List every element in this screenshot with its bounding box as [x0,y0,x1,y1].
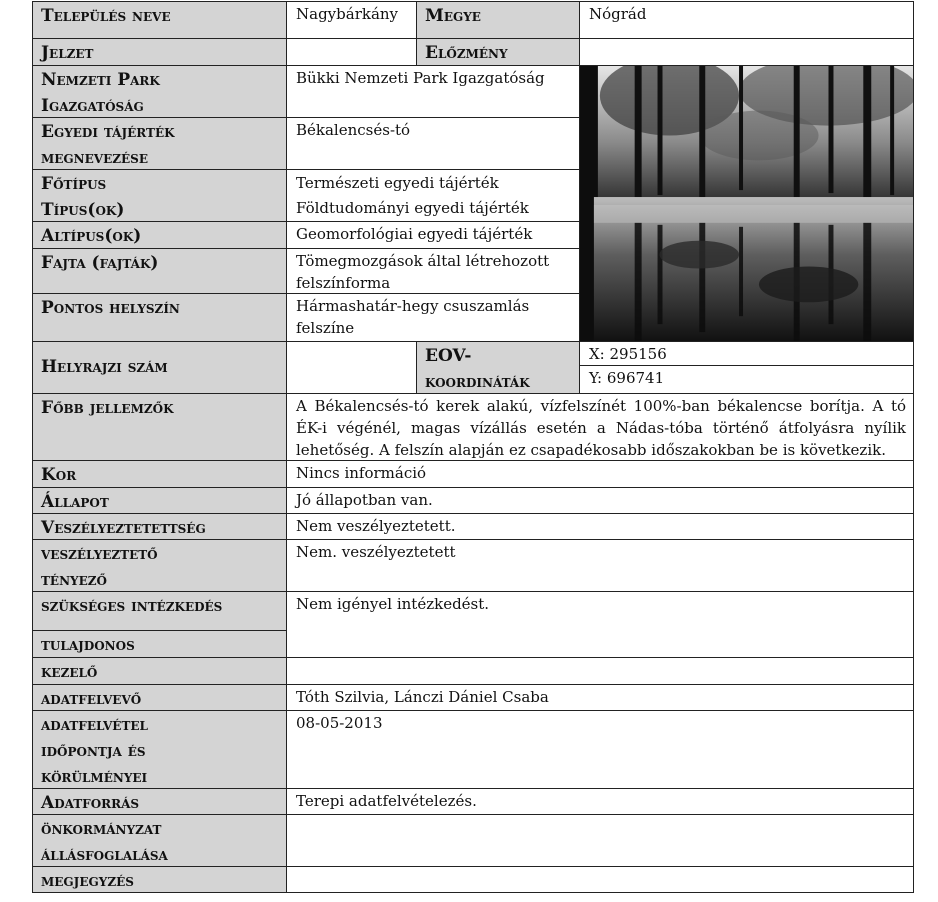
eov-x: X: 295156 [589,345,667,363]
egyedi-nev-label: Egyedi tájérték megnevezése [32,117,287,170]
pond-photo-image [580,66,913,341]
adatforras-value: Terepi adatfelvételezés. [286,788,914,815]
altipus-label: Altípus(ok) [32,221,287,249]
adatfelvetel-value: 08-05-2013 [286,710,914,789]
veszelyezteto-label: veszélyeztető tényező [32,539,287,592]
jellemzok-value: A Békalencsés-tó kerek alakú, vízfelszínét 100%-ban békalencse borítja. A tó ÉK-i végénél, magas vízállás esetén a Nádas-tóba történő átfolyásra nyílik lehetőség. A felszín alapján ez csapadékosabb időszakokban be is következik. [286,393,914,461]
helyrajzi-label: Helyrajzi szám [32,341,287,394]
veszelyeztetettseg-label: Veszélyeztetettség [32,513,287,540]
fajta-label: Fajta (fajták) [32,248,287,294]
allapot-label: Állapot [32,487,287,514]
kezelo-label: kezelő [32,657,287,685]
allapot-value: Jó állapotban van. [286,487,914,514]
veszelyeztetettseg-value: Nem veszélyeztetett. [286,513,914,540]
tulajdonos-label: tulajdonos [32,630,287,658]
veszelyezteto-value: Nem. veszélyeztetett [286,539,914,592]
megye-value: Nógrád [579,1,914,39]
helyrajzi-value [286,341,417,394]
onkormanyzat-value [286,814,914,867]
telepules-value: Nagybárkány [286,1,417,39]
altipus-value: Geomorfológiai egyedi tájérték [286,221,580,249]
eov-divider [579,365,914,366]
eov-value [579,341,914,394]
kor-value: Nincs információ [286,460,914,488]
megjegyzes-value [286,866,914,893]
adatfelvevo-label: adatfelvevő [32,684,287,711]
megjegyzes-label: megjegyzés [32,866,287,893]
eov-label: EOV-koordináták [416,341,580,394]
adatfelvetel-label: adatfelvétel időpontja és körülményei [32,710,287,789]
fajta-value: Tömegmozgások által létrehozott felszínforma [286,248,580,294]
adatfelvevo-value: Tóth Szilvia, Lánczi Dániel Csaba [286,684,914,711]
egyedi-nev-value: Békalencsés-tó [286,117,580,170]
intezkedes-label: szükséges intézkedés [32,591,287,631]
eov-y: Y: 696741 [589,369,665,387]
telepules-label: Település neve [32,1,287,39]
megye-label: Megye [416,1,580,39]
onkormanyzat-label: önkormányzat állásfoglalása [32,814,287,867]
kor-label: Kor [32,460,287,488]
intezkedes-value: Nem igényel intézkedést. [286,591,914,658]
nemzeti-park-value: Bükki Nemzeti Park Igazgatóság [286,65,580,118]
elozmeny-value [579,38,914,66]
kezelo-value [286,657,914,685]
jelzet-label: Jelzet [32,38,287,66]
fotipus-label: Főtípus Típus(ok) [32,169,287,222]
pond-photo [579,65,914,342]
jelzet-value [286,38,417,66]
jellemzok-label: Főbb jellemzők [32,393,287,461]
fotipus-value: Természeti egyedi tájérték Földtudományi egyedi tájérték [286,169,580,222]
helyszin-value: Hármashatár-hegy csuszamlás felszíne [286,293,580,342]
elozmeny-label: Előzmény [416,38,580,66]
adatforras-label: Adatforrás [32,788,287,815]
helyszin-label: Pontos helyszín [32,293,287,342]
nemzeti-park-label: Nemzeti Park Igazgatóság [32,65,287,118]
